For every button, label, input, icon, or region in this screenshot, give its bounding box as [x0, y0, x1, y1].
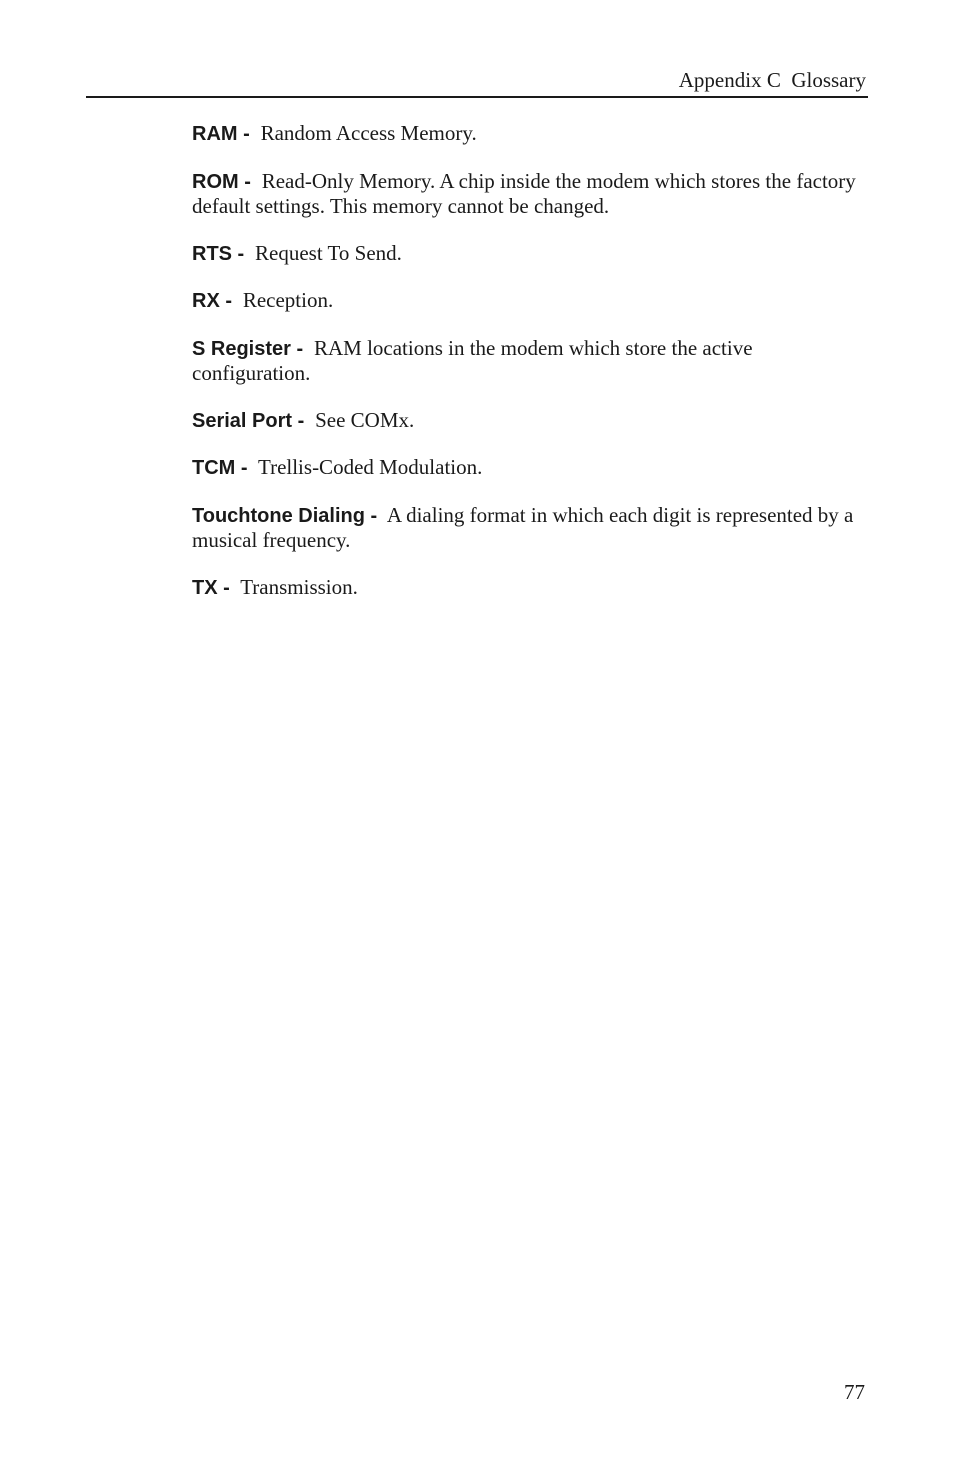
glossary-definition: Trellis-Coded Modulation. — [257, 455, 483, 479]
term-separator: - — [217, 576, 236, 599]
glossary-term: S Register — [192, 337, 291, 360]
term-separator: - — [238, 170, 257, 193]
glossary-term: TX — [192, 576, 218, 599]
glossary-term: ROM — [192, 170, 239, 193]
glossary-entry — [192, 288, 857, 314]
glossary-entry — [192, 503, 857, 553]
glossary-definition: RAM locations in the modem which store the active configuration. — [192, 335, 753, 385]
page-number: 77 — [844, 1380, 865, 1404]
glossary-entry — [192, 455, 857, 481]
glossary-definition: Read-Only Memory. A chip inside the modem which stores the factory default settings. This memory cannot be changed. — [192, 168, 856, 218]
glossary-definition: See COMx. — [315, 407, 415, 432]
term-separator: - — [364, 504, 383, 527]
term-separator: - — [237, 123, 256, 145]
glossary-definition: Random Access Memory. — [260, 121, 477, 145]
glossary-term: RX — [192, 290, 220, 312]
glossary-entry — [192, 121, 857, 147]
glossary-term: Serial Port — [192, 409, 293, 432]
running-title: Appendix C Glossary — [678, 68, 866, 92]
glossary-definition: A dialing format in which each digit is represented by a musical frequency. — [192, 502, 854, 552]
glossary-definition: Transmission. — [240, 574, 358, 599]
term-separator: - — [232, 242, 250, 265]
glossary-term: RTS — [192, 242, 232, 265]
term-separator: - — [219, 290, 238, 312]
glossary-definition: Reception. — [242, 288, 334, 312]
page-header — [86, 66, 868, 98]
glossary-entry — [192, 241, 857, 267]
glossary-entry — [192, 336, 857, 386]
glossary-term: RAM — [192, 123, 238, 145]
glossary-entry — [192, 408, 857, 434]
term-separator: - — [292, 409, 310, 432]
term-separator: - — [235, 457, 254, 479]
glossary-list — [192, 121, 857, 622]
glossary-term: TCM — [192, 457, 236, 479]
term-separator: - — [290, 337, 309, 360]
glossary-entry — [192, 169, 857, 219]
glossary-entry — [192, 575, 857, 601]
glossary-definition: Request To Send. — [255, 240, 402, 265]
glossary-term: Touchtone Dialing — [192, 504, 365, 527]
